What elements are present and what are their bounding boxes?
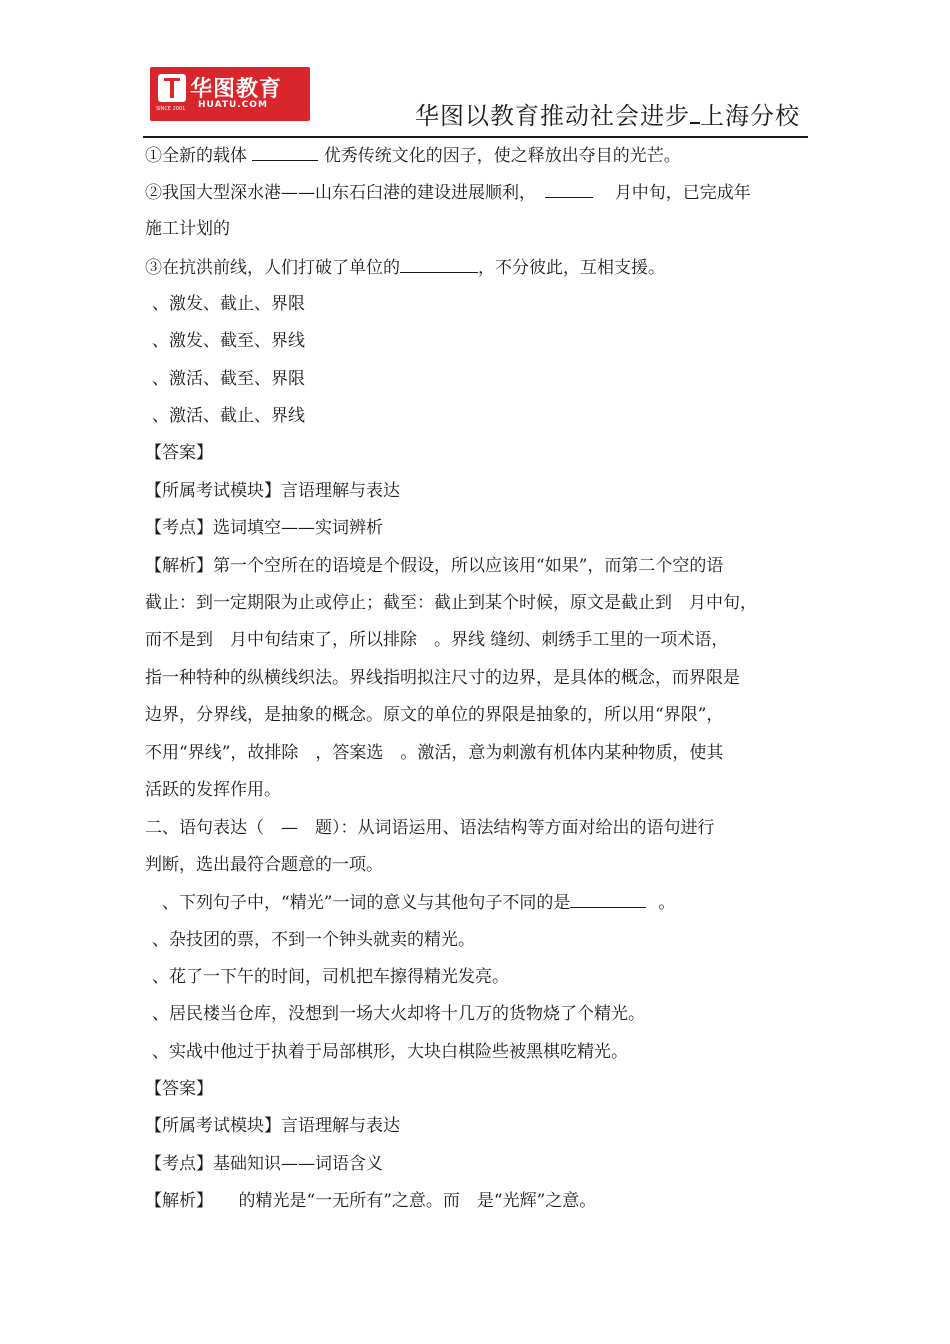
q1-module: 【所属考试模块】言语理解与表达 [145,481,400,501]
tagline-main: 华图以教育推动社会进步 [415,102,690,130]
q1-explanation-1: 【解析】第一个空所在的语境是个假设，所以应该用“如果”，而第二个空的语 [145,556,724,576]
q2-option-d: 、实战中他过于执着于局部棋形，大块白棋险些被黑棋吃精光。 [152,1042,628,1062]
q1-sentence-2 [145,181,751,204]
q1-s1-text-a: ①全新的载体 [145,146,247,166]
huatu-logo [150,67,310,121]
q1-s3-text-a: ③在抗洪前线，人们打破了单位的 [145,258,400,278]
q1-answer: 【答案】 [145,443,213,463]
q2-option-b: 、花了一下午的时间，司机把车擦得精光发亮。 [152,967,509,987]
q1-option-d: 、激活、截止、界线 [152,406,305,426]
q1-option-c: 、激活、截至、界限 [152,369,305,389]
q2-module: 【所属考试模块】言语理解与表达 [145,1116,400,1136]
q1-s2-continued: 施工计划的 [145,219,230,239]
q1-blank-1 [252,144,318,161]
q1-blank-2 [545,181,593,198]
q1-explanation-2: 截止：到一定期限为止或停止；截至：截止到某个时候，原文是截止到 月中旬， [145,593,757,613]
q1-sentence-1 [145,144,681,167]
q2-option-a: 、杂技团的票，不到一个钟头就卖的精光。 [152,930,475,950]
q1-blank-3 [400,256,478,273]
logo-since: SINCE 2001 [156,106,186,112]
tagline-underscore [690,104,700,124]
q2-stem-end: 。 [658,893,676,913]
q1-explanation-4: 指一种特种的纵横线织法。界线指明拟注尺寸的边界，是具体的概念，而界限是 [145,668,740,688]
q2-stem-text: 、下列句子中，“精光”一词的意义与其他句子不同的是 [162,893,571,913]
q2-point: 【考点】基础知识——词语含义 [145,1154,383,1174]
q2-explanation-1: 【解析】 的精光是“一无所有”之意。而 是“光辉”之意。 [145,1191,597,1211]
tagline-branch: 上海分校 [700,102,800,130]
logo-text: 华图教育 [190,77,283,102]
header-rule [143,136,808,138]
q1-option-a: 、激发、截止、界限 [152,294,305,314]
q1-s2-text-b: 月中旬，已完成年 [614,183,751,203]
q1-explanation-6: 不用“界线”，故排除 ，答案选 。激活，意为刺激有机体内某种物质，使其 [145,743,724,763]
section2-title-1: 二、语句表达（ — 题）：从词语运用、语法结构等方面对给出的语句进行 [145,818,715,838]
q1-explanation-3: 而不是到 月中旬结束了，所以排除 。界线 缝纫、刺绣手工里的一项术语， [145,630,729,650]
logo-mark-icon [158,74,186,102]
q1-s1-text-b: 优秀传统文化的因子，使之释放出夺目的光芒。 [323,146,681,166]
q2-blank [570,891,646,908]
q1-option-b: 、激发、截至、界线 [152,331,305,351]
header-tagline [415,96,800,131]
q1-point: 【考点】选词填空——实词辨析 [145,518,383,538]
q1-explanation-5: 边界，分界线，是抽象的概念。原文的单位的界限是抽象的，所以用“界限”， [145,705,724,725]
q2-stem [162,891,675,914]
q1-sentence-3 [145,256,665,279]
q2-answer: 【答案】 [145,1079,213,1099]
q1-s3-text-b: ，不分彼此，互相支援。 [478,258,665,278]
q1-s2-text-a: ②我国大型深水港——山东石臼港的建设进展顺利， [145,183,536,203]
q1-explanation-7: 活跃的发挥作用。 [145,780,281,800]
q2-option-c: 、居民楼当仓库，没想到一场大火却将十几万的货物烧了个精光。 [152,1004,645,1024]
section2-title-2: 判断，选出最符合题意的一项。 [145,855,383,875]
logo-domain: HUATU.COM [198,100,268,110]
